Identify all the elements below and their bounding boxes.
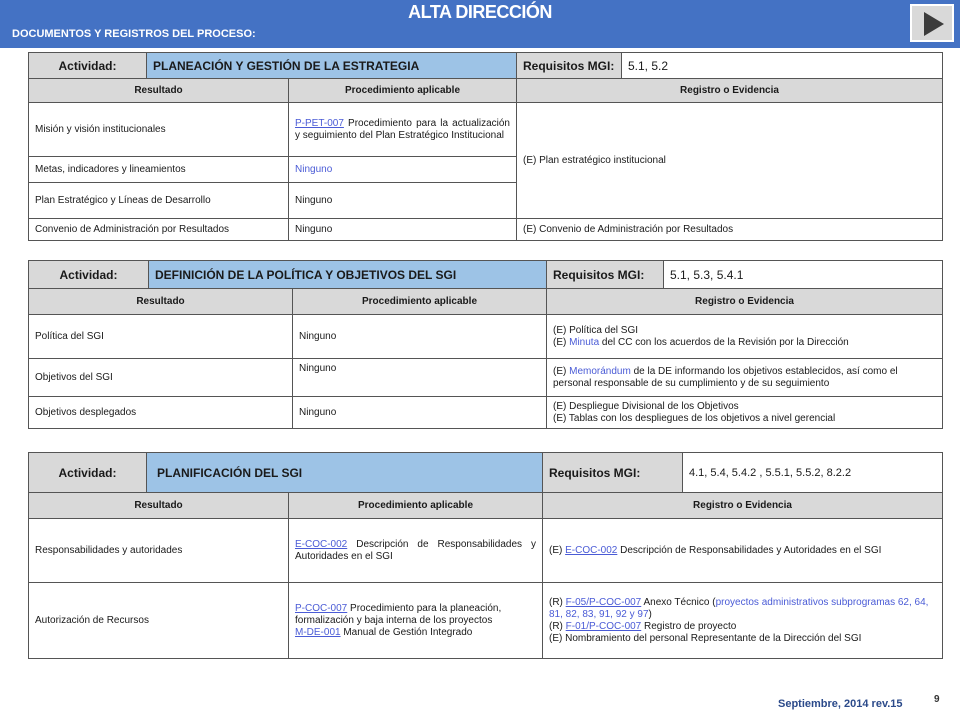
document-link[interactable]: Minuta — [569, 336, 600, 348]
requirements-label: Requisitos MGI: — [517, 53, 622, 79]
play-icon — [924, 12, 944, 36]
document-link[interactable]: F-05/P-COC-007 — [565, 596, 642, 608]
header-bar — [0, 0, 960, 48]
resultado-cell: Metas, indicadores y lineamientos — [29, 157, 289, 183]
registro-cell: (E) E-COC-002 Descripción de Responsabilidades y Autoridades en el SGI — [543, 519, 943, 583]
page-title: ALTA DIRECCIÓN — [408, 2, 552, 22]
resultado-cell: Objetivos del SGI — [29, 359, 293, 397]
document-link[interactable]: E-COC-002 — [565, 544, 618, 556]
activity-label: Actividad: — [29, 453, 147, 493]
document-link[interactable]: Memorándum — [569, 365, 631, 377]
column-header-procedimiento: Procedimiento aplicable — [289, 79, 517, 103]
table-row — [29, 583, 943, 659]
column-header-resultado: Resultado — [29, 289, 293, 315]
table-row — [29, 219, 943, 241]
activity-name: PLANIFICACIÓN DEL SGI — [147, 453, 543, 493]
resultado-cell: Autorización de Recursos — [29, 583, 289, 659]
column-header-registro: Registro o Evidencia — [517, 79, 943, 103]
footer-date: Septiembre, 2014 rev.15 — [778, 698, 903, 710]
column-header-resultado: Resultado — [29, 79, 289, 103]
resultado-cell: Política del SGI — [29, 315, 293, 359]
requirements-label: Requisitos MGI: — [543, 453, 683, 493]
registro-cell: (E) Despliegue Divisional de los Objetivos (E) Tablas con los despliegues de los objetivos a nivel gerencial — [547, 397, 943, 429]
procedimiento-cell: Ninguno — [293, 397, 547, 429]
activity-label: Actividad: — [29, 261, 149, 289]
requirements-value: 5.1, 5.2 — [622, 53, 943, 79]
document-link[interactable]: F-01/P-COC-007 — [565, 620, 642, 632]
procedimiento-cell: Ninguno — [289, 219, 517, 241]
registro-cell: (E) Convenio de Administración por Resultados — [517, 219, 943, 241]
table-row — [29, 315, 943, 359]
resultado-cell: Responsabilidades y autoridades — [29, 519, 289, 583]
registro-cell: (E) Política del SGI (E) Minuta del CC con los acuerdos de la Revisión por la Dirección — [547, 315, 943, 359]
next-slide-button[interactable] — [910, 4, 954, 42]
activity-label: Actividad: — [29, 53, 147, 79]
resultado-cell: Convenio de Administración por Resultados — [29, 219, 289, 241]
registro-cell: (E) Memorándum de la DE informando los objetivos establecidos, así como el personal responsable de su cumplimiento y de su seguimiento — [547, 359, 943, 397]
procedimiento-cell: Ninguno — [289, 157, 517, 183]
resultado-cell: Objetivos desplegados — [29, 397, 293, 429]
activity-name: PLANEACIÓN Y GESTIÓN DE LA ESTRATEGIA — [147, 53, 517, 79]
activity-name: DEFINICIÓN DE LA POLÍTICA Y OBJETIVOS DEL SGI — [149, 261, 547, 289]
table-row — [29, 519, 943, 583]
document-link[interactable]: P-COC-007 — [295, 602, 348, 614]
procedimiento-cell: Ninguno — [289, 183, 517, 219]
table-row — [29, 397, 943, 429]
registro-cell: (R) F-05/P-COC-007 Anexo Técnico (proyectos administrativos subprogramas 62, 64, 81, 82, 83, 91, 92 y 97) (R) F-01/P-COC-007 Registro de proyecto (E) Nombramiento del personal Representante de la Dirección del SGI — [543, 583, 943, 659]
page-number: 9 — [934, 694, 940, 705]
column-header-procedimiento: Procedimiento aplicable — [289, 493, 543, 519]
requirements-value: 5.1, 5.3, 5.4.1 — [664, 261, 943, 289]
activity-table-planificacion — [28, 452, 943, 659]
procedimiento-cell: P-PET-007 Procedimiento para la actualización y seguimiento del Plan Estratégico Institucional — [289, 103, 517, 157]
column-header-registro: Registro o Evidencia — [547, 289, 943, 315]
table-row — [29, 103, 943, 157]
resultado-cell: Plan Estratégico y Líneas de Desarrollo — [29, 183, 289, 219]
activity-table-politica — [28, 260, 943, 429]
document-link[interactable]: P-PET-007 — [295, 117, 344, 129]
procedimiento-cell: Ninguno — [293, 315, 547, 359]
requirements-value: 4.1, 5.4, 5.4.2 , 5.5.1, 5.5.2, 8.2.2 — [683, 453, 943, 493]
column-header-registro: Registro o Evidencia — [543, 493, 943, 519]
requirements-label: Requisitos MGI: — [547, 261, 664, 289]
procedimiento-cell: P-COC-007 Procedimiento para la planeación, formalización y baja interna de los proyectos M-DE-001 Manual de Gestión Integrado — [289, 583, 543, 659]
page-subtitle: DOCUMENTOS Y REGISTROS DEL PROCESO: — [12, 28, 256, 40]
resultado-cell: Misión y visión institucionales — [29, 103, 289, 157]
document-link[interactable]: M-DE-001 — [295, 626, 341, 638]
column-header-procedimiento: Procedimiento aplicable — [293, 289, 547, 315]
procedimiento-cell: Ninguno — [293, 359, 547, 397]
document-link[interactable]: E-COC-002 — [295, 538, 348, 550]
table-row — [29, 359, 943, 397]
activity-table-planeacion — [28, 52, 943, 241]
column-header-resultado: Resultado — [29, 493, 289, 519]
procedimiento-cell: E-COC-002 Descripción de Responsabilidades y Autoridades en el SGI — [289, 519, 543, 583]
registro-cell: (E) Plan estratégico institucional — [517, 103, 943, 219]
